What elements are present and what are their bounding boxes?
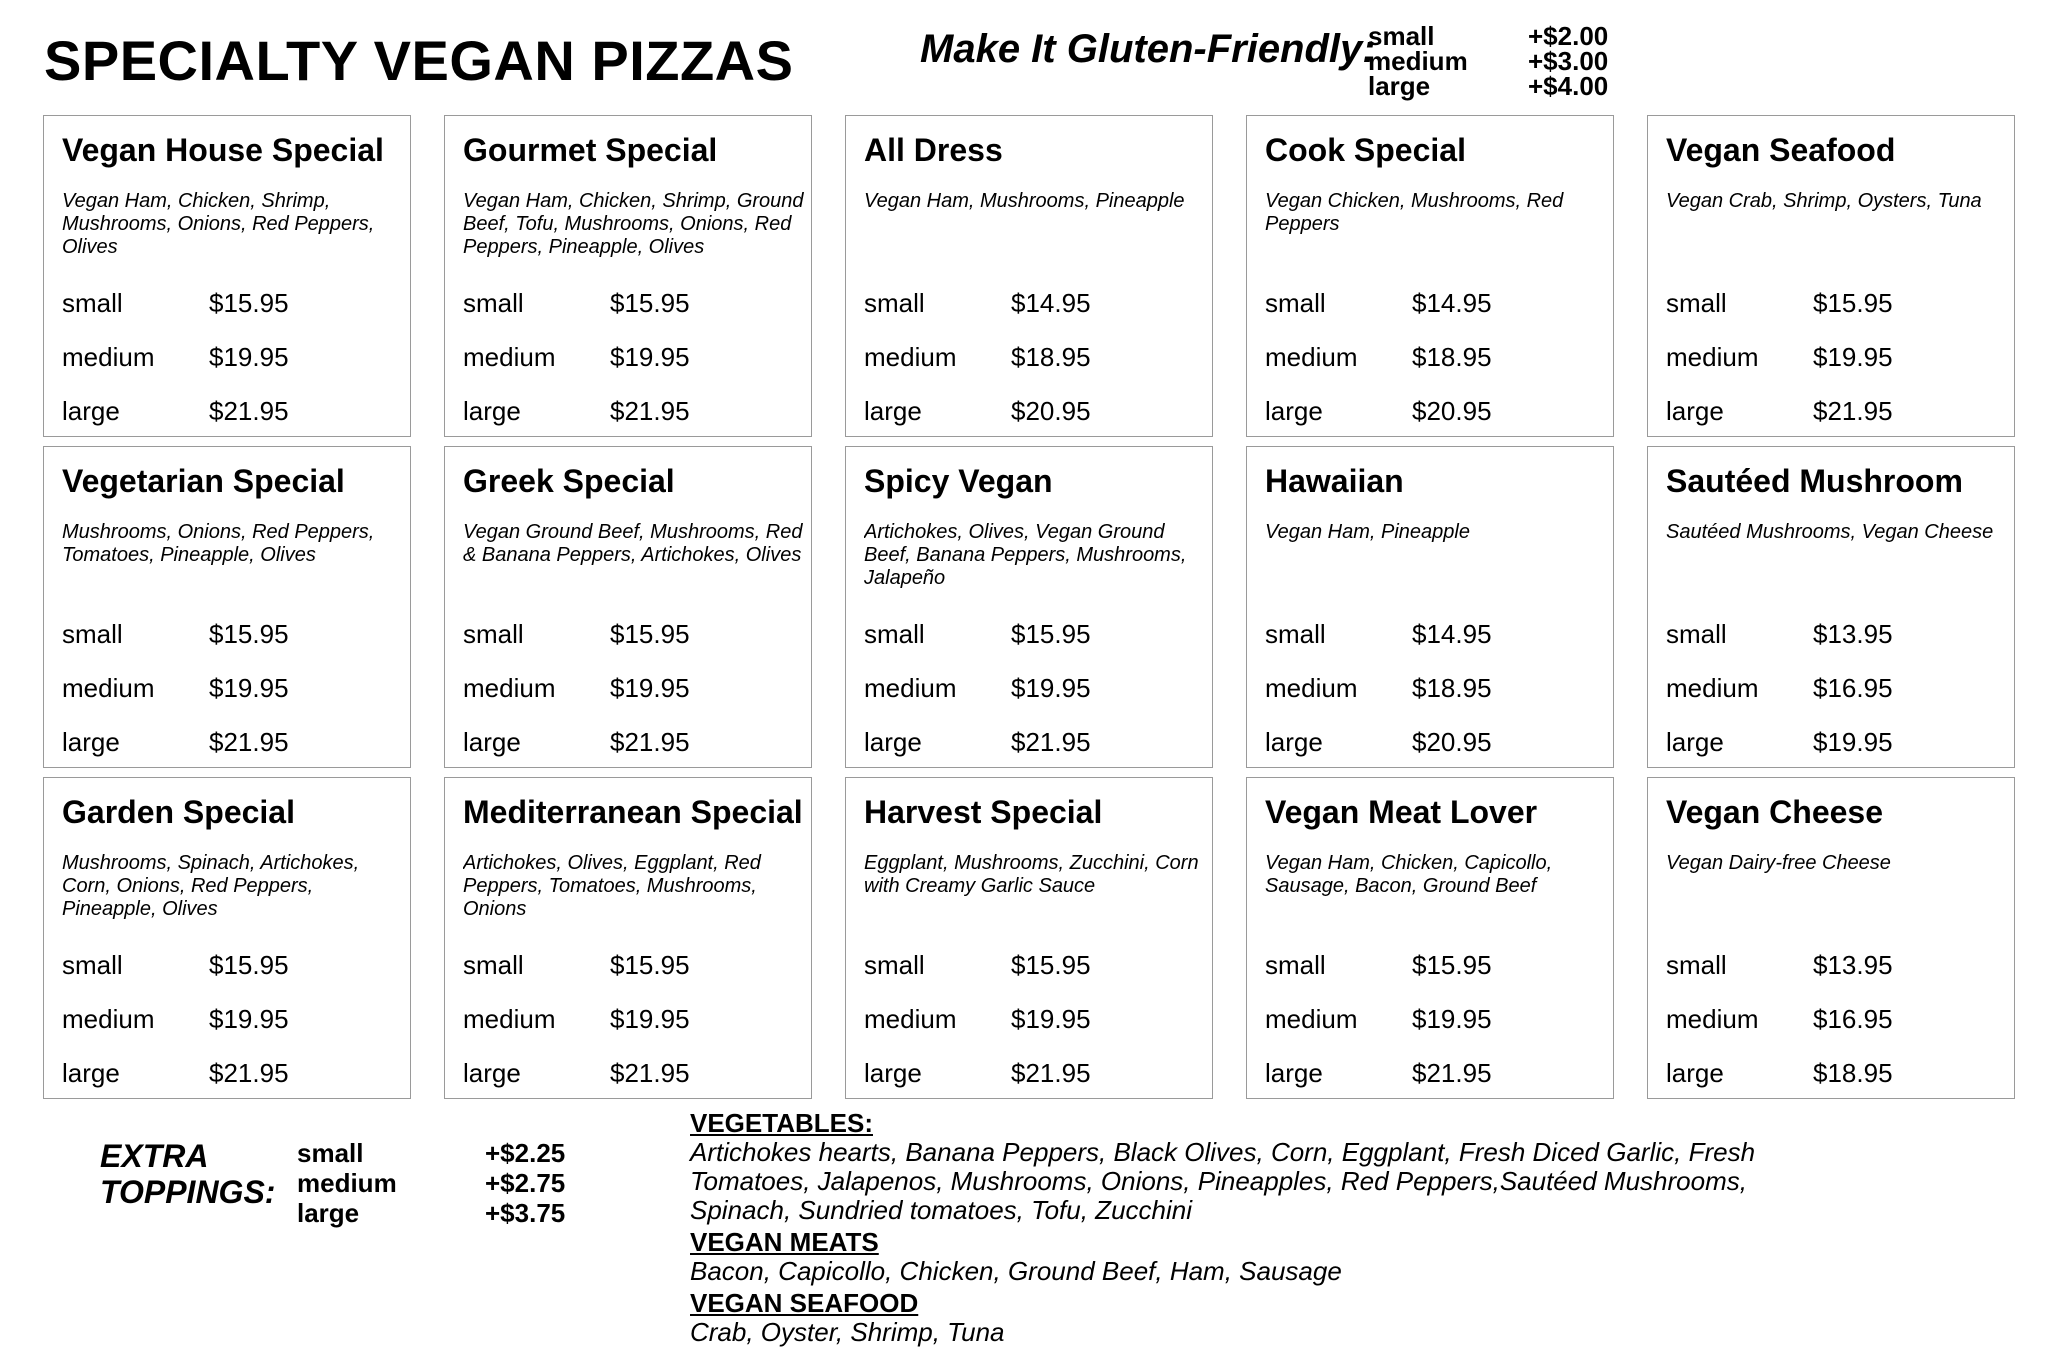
price-value: $13.95 <box>1813 950 1893 980</box>
pizza-card <box>1647 777 2015 1099</box>
size-label: medium <box>1265 1004 1358 1034</box>
price-row <box>1265 1003 1605 1035</box>
pizza-card <box>1246 777 1614 1099</box>
size-label: small <box>463 950 524 980</box>
gluten-friendly-row <box>1368 71 1628 101</box>
pizza-description: Mushrooms, Onions, Red Peppers, Tomatoes, Pineapple, Olives <box>62 521 375 566</box>
pizza-description: Vegan Ham, Mushrooms, Pineapple <box>864 190 1185 212</box>
gluten-friendly-price: +$2.00 <box>1528 21 1609 51</box>
price-row <box>463 341 803 373</box>
price-value: $18.95 <box>1813 1058 1893 1088</box>
pizza-card <box>444 777 812 1099</box>
size-label: small <box>864 950 925 980</box>
price-value: $19.95 <box>610 342 690 372</box>
price-value: $19.95 <box>209 342 289 372</box>
price-value: $18.95 <box>1412 673 1492 703</box>
price-value: $15.95 <box>610 288 690 318</box>
price-row <box>1666 287 2006 319</box>
size-label: large <box>62 727 120 757</box>
size-label: large <box>463 727 521 757</box>
size-label: medium <box>1666 342 1759 372</box>
price-row <box>62 1057 402 1089</box>
price-row <box>864 618 1204 650</box>
price-value: $15.95 <box>1813 288 1893 318</box>
pizza-name: Vegan Seafood <box>1666 132 1896 168</box>
price-value: $21.95 <box>209 1058 289 1088</box>
price-row <box>864 726 1204 758</box>
size-label: large <box>62 396 120 426</box>
price-row <box>1666 618 2006 650</box>
pizza-name: Hawaiian <box>1265 463 1404 499</box>
price-value: $21.95 <box>209 396 289 426</box>
price-row <box>62 287 402 319</box>
price-row <box>864 1057 1204 1089</box>
size-label: medium <box>864 1004 957 1034</box>
pizza-card <box>845 115 1213 437</box>
size-label: large <box>463 396 521 426</box>
price-value: $19.95 <box>1813 342 1893 372</box>
extra-size: large <box>297 1198 360 1228</box>
price-value: $18.95 <box>1011 342 1091 372</box>
price-row <box>463 1057 803 1089</box>
price-value: $21.95 <box>1412 1058 1492 1088</box>
price-value: $21.95 <box>209 727 289 757</box>
size-label: small <box>62 950 123 980</box>
pizza-card <box>43 777 411 1099</box>
price-value: $16.95 <box>1813 673 1893 703</box>
size-label: small <box>1666 288 1727 318</box>
size-label: medium <box>1666 1004 1759 1034</box>
size-label: large <box>1265 396 1323 426</box>
price-value: $18.95 <box>1412 342 1492 372</box>
price-value: $19.95 <box>1011 1004 1091 1034</box>
extra-price: +$2.75 <box>485 1168 566 1198</box>
price-row <box>1666 726 2006 758</box>
size-label: large <box>1666 396 1724 426</box>
price-row <box>62 341 402 373</box>
extra-size: medium <box>297 1168 397 1198</box>
price-value: $20.95 <box>1412 396 1492 426</box>
price-value: $19.95 <box>610 673 690 703</box>
page-title: SPECIALTY VEGAN PIZZAS <box>44 29 794 92</box>
size-label: small <box>62 288 123 318</box>
price-value: $19.95 <box>209 1004 289 1034</box>
toppings-list <box>690 1108 1790 1349</box>
extra-size: small <box>297 1138 364 1168</box>
gluten-friendly-size: large <box>1368 71 1431 101</box>
size-label: small <box>1265 950 1326 980</box>
price-row <box>1265 726 1605 758</box>
size-label: medium <box>62 673 155 703</box>
pizza-card <box>845 777 1213 1099</box>
pizza-description: Vegan Ham, Pineapple <box>1265 521 1470 543</box>
price-row <box>463 672 803 704</box>
pizza-description: Artichokes, Olives, Eggplant, Red Peppers, Tomatoes, Mushrooms, Onions <box>463 852 761 920</box>
size-label: small <box>864 288 925 318</box>
size-label: small <box>1666 950 1727 980</box>
extra-toppings-row <box>297 1138 597 1168</box>
price-value: $15.95 <box>610 619 690 649</box>
pizza-name: Vegan Meat Lover <box>1265 794 1538 830</box>
price-row <box>463 395 803 427</box>
pizza-card <box>1246 446 1614 768</box>
extra-price: +$3.75 <box>485 1198 566 1228</box>
pizza-card <box>43 446 411 768</box>
price-row <box>1666 672 2006 704</box>
price-value: $19.95 <box>1412 1004 1492 1034</box>
gluten-friendly-size: small <box>1368 21 1435 51</box>
size-label: large <box>463 1058 521 1088</box>
price-value: $19.95 <box>209 673 289 703</box>
pizza-description: Vegan Crab, Shrimp, Oysters, Tuna <box>1666 190 1982 212</box>
pizza-name: Vegan House Special <box>62 132 384 168</box>
pizza-card <box>444 115 812 437</box>
price-row <box>864 1003 1204 1035</box>
size-label: medium <box>1666 673 1759 703</box>
size-label: small <box>1265 619 1326 649</box>
price-value: $15.95 <box>1412 950 1492 980</box>
pizza-name: Gourmet Special <box>463 132 718 168</box>
pizza-name: Mediterranean Special <box>463 794 803 830</box>
size-label: medium <box>463 342 556 372</box>
price-value: $14.95 <box>1011 288 1091 318</box>
price-value: $21.95 <box>610 727 690 757</box>
price-row <box>864 672 1204 704</box>
price-value: $21.95 <box>1813 396 1893 426</box>
price-value: $21.95 <box>1011 1058 1091 1088</box>
gluten-friendly-price: +$3.00 <box>1528 46 1609 76</box>
price-row <box>1666 341 2006 373</box>
pizza-description: Vegan Ground Beef, Mushrooms, Red & Banana Peppers, Artichokes, Olives <box>463 521 803 566</box>
price-value: $20.95 <box>1412 727 1492 757</box>
size-label: small <box>1666 619 1727 649</box>
size-label: medium <box>463 1004 556 1034</box>
price-row <box>62 395 402 427</box>
extra-price: +$2.25 <box>485 1138 566 1168</box>
price-row <box>1265 341 1605 373</box>
extra-toppings-row <box>297 1168 597 1198</box>
price-value: $16.95 <box>1813 1004 1893 1034</box>
extra-toppings-prices <box>297 1138 597 1228</box>
size-label: large <box>1666 727 1724 757</box>
pizza-name: Harvest Special <box>864 794 1103 830</box>
price-row <box>864 341 1204 373</box>
price-row <box>1265 1057 1605 1089</box>
price-row <box>1265 949 1605 981</box>
pizza-name: All Dress <box>864 132 1003 168</box>
price-value: $15.95 <box>1011 950 1091 980</box>
price-row <box>62 672 402 704</box>
pizza-name: Vegan Cheese <box>1666 794 1883 830</box>
price-value: $19.95 <box>1813 727 1893 757</box>
price-value: $19.95 <box>1011 673 1091 703</box>
pizza-card <box>845 446 1213 768</box>
gluten-friendly-size: medium <box>1368 46 1468 76</box>
price-value: $21.95 <box>610 396 690 426</box>
gluten-friendly-label: Make It Gluten-Friendly: <box>920 27 1376 71</box>
price-value: $15.95 <box>209 950 289 980</box>
price-row <box>1265 395 1605 427</box>
pizza-description: Vegan Chicken, Mushrooms, Red Peppers <box>1265 190 1564 235</box>
price-value: $13.95 <box>1813 619 1893 649</box>
price-value: $15.95 <box>1011 619 1091 649</box>
price-value: $15.95 <box>209 288 289 318</box>
price-value: $15.95 <box>209 619 289 649</box>
price-row <box>62 726 402 758</box>
pizza-name: Vegetarian Special <box>62 463 345 499</box>
gluten-friendly-price: +$4.00 <box>1528 71 1609 101</box>
toppings-items-seafood: Crab, Oyster, Shrimp, Tuna <box>690 1317 1005 1347</box>
size-label: large <box>864 1058 922 1088</box>
price-value: $15.95 <box>610 950 690 980</box>
price-row <box>1265 672 1605 704</box>
pizza-name: Greek Special <box>463 463 675 499</box>
price-row <box>463 726 803 758</box>
size-label: large <box>864 727 922 757</box>
price-row <box>1666 395 2006 427</box>
toppings-heading-seafood: VEGAN SEAFOOD <box>690 1288 919 1318</box>
price-value: $19.95 <box>610 1004 690 1034</box>
pizza-description: Sautéed Mushrooms, Vegan Cheese <box>1666 521 1994 543</box>
price-value: $14.95 <box>1412 288 1492 318</box>
size-label: medium <box>62 342 155 372</box>
price-row <box>1666 949 2006 981</box>
size-label: medium <box>463 673 556 703</box>
price-value: $21.95 <box>610 1058 690 1088</box>
price-row <box>463 949 803 981</box>
pizza-card <box>444 446 812 768</box>
size-label: medium <box>864 673 957 703</box>
price-row <box>864 395 1204 427</box>
price-value: $14.95 <box>1412 619 1492 649</box>
extra-toppings-row <box>297 1198 597 1228</box>
price-row <box>1265 618 1605 650</box>
size-label: large <box>1666 1058 1724 1088</box>
pizza-name: Spicy Vegan <box>864 463 1053 499</box>
toppings-items-meats: Bacon, Capicollo, Chicken, Ground Beef, Ham, Sausage <box>690 1256 1342 1286</box>
size-label: large <box>62 1058 120 1088</box>
size-label: medium <box>864 342 957 372</box>
pizza-description: Vegan Ham, Chicken, Capicollo, Sausage, Bacon, Ground Beef <box>1265 852 1553 897</box>
toppings-heading-meats: VEGAN MEATS <box>690 1227 879 1257</box>
price-row <box>1666 1003 2006 1035</box>
size-label: small <box>1265 288 1326 318</box>
size-label: large <box>864 396 922 426</box>
price-row <box>1265 287 1605 319</box>
extra-toppings-label: EXTRA TOPPINGS: <box>100 1138 276 1210</box>
pizza-description: Artichokes, Olives, Vegan Ground Beef, Banana Peppers, Mushrooms, Jalapeño <box>864 521 1187 589</box>
pizza-card <box>1647 446 2015 768</box>
size-label: small <box>62 619 123 649</box>
price-row <box>463 618 803 650</box>
price-value: $20.95 <box>1011 396 1091 426</box>
price-row <box>1666 1057 2006 1089</box>
pizza-description: Eggplant, Mushrooms, Zucchini, Corn with Creamy Garlic Sauce <box>864 852 1199 897</box>
price-row <box>463 1003 803 1035</box>
gluten-friendly-prices <box>1368 21 1628 101</box>
pizza-name: Garden Special <box>62 794 295 830</box>
price-row <box>62 1003 402 1035</box>
size-label: large <box>1265 727 1323 757</box>
pizza-card <box>1647 115 2015 437</box>
pizza-card <box>1246 115 1614 437</box>
size-label: medium <box>1265 342 1358 372</box>
pizza-name: Sautéed Mushroom <box>1666 463 1963 499</box>
pizza-card <box>43 115 411 437</box>
price-row <box>864 949 1204 981</box>
toppings-heading-vegetables: VEGETABLES: <box>690 1108 873 1138</box>
price-row <box>864 287 1204 319</box>
size-label: large <box>1265 1058 1323 1088</box>
pizza-description: Vegan Ham, Chicken, Shrimp, Mushrooms, Onions, Red Peppers, Olives <box>62 190 375 258</box>
price-row <box>62 949 402 981</box>
pizza-description: Vegan Dairy-free Cheese <box>1666 852 1891 874</box>
pizza-description: Vegan Ham, Chicken, Shrimp, Ground Beef, Tofu, Mushrooms, Onions, Red Peppers, Pineapple, Olives <box>463 190 804 258</box>
price-row <box>62 618 402 650</box>
toppings-items-vegetables: Artichokes hearts, Banana Peppers, Black Olives, Corn, Eggplant, Fresh Diced Garlic, Fresh Tomatoes, Jalapenos, Mushrooms, Onions, Pineapples, Red Peppers,Sautéed Mushrooms, Spinach, Sundried tomatoes, Tofu, Zucchini <box>690 1137 1756 1225</box>
pizza-name: Cook Special <box>1265 132 1466 168</box>
price-value: $21.95 <box>1011 727 1091 757</box>
size-label: small <box>463 619 524 649</box>
size-label: medium <box>1265 673 1358 703</box>
size-label: small <box>864 619 925 649</box>
size-label: medium <box>62 1004 155 1034</box>
pizza-description: Mushrooms, Spinach, Artichokes, Corn, Onions, Red Peppers, Pineapple, Olives <box>62 852 360 920</box>
size-label: small <box>463 288 524 318</box>
price-row <box>463 287 803 319</box>
